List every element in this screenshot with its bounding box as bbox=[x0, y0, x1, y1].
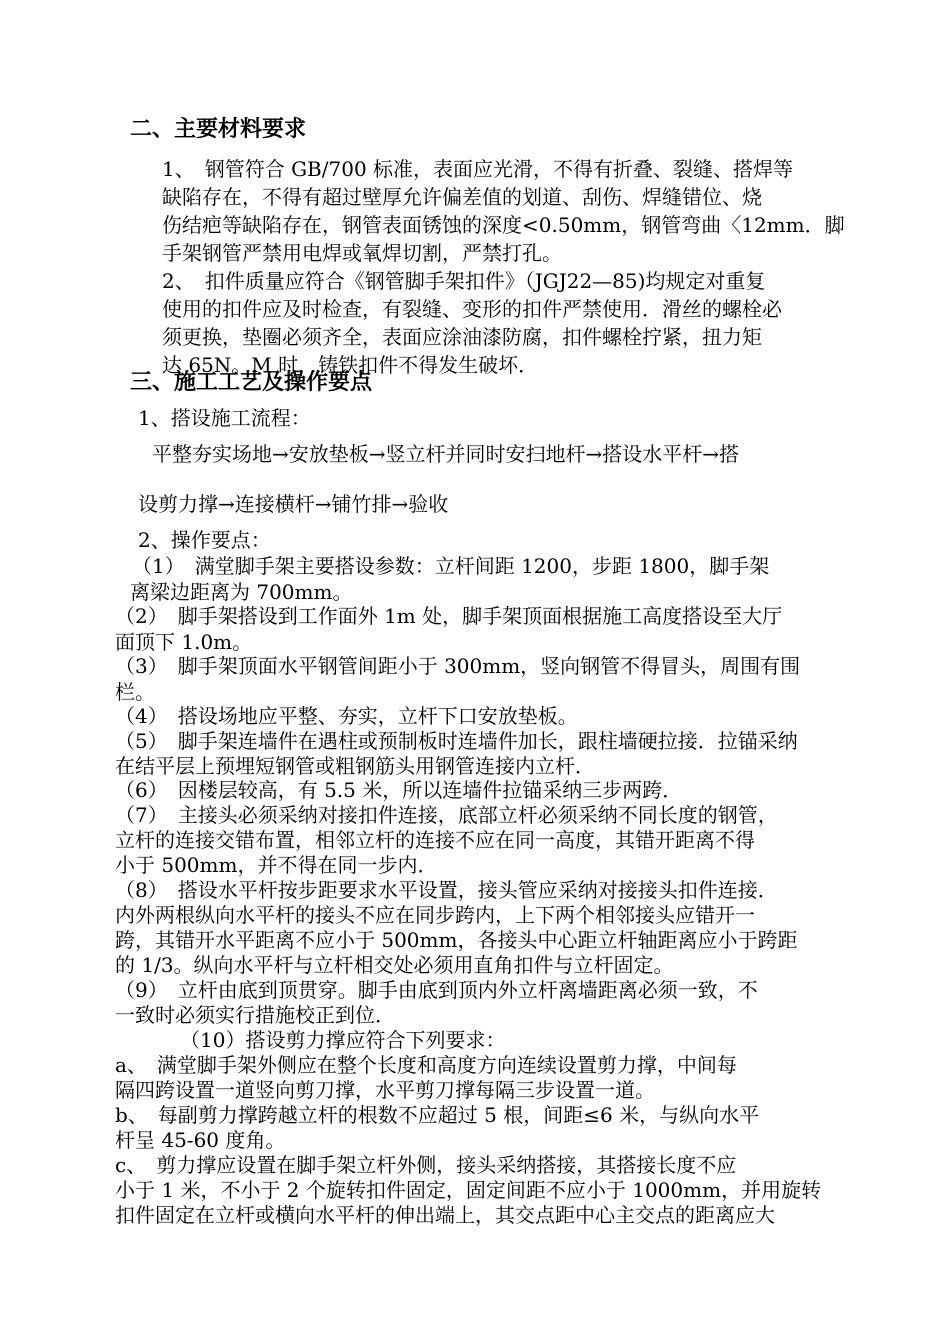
text-line: 隔四跨设置一道竖向剪刀撑，水平剪刀撑每隔三步设置一道。 bbox=[115, 1078, 655, 1102]
flow-line: 平整夯实场地→安放垫板→竖立杆并同时安扫地杆→搭设水平杆→搭 bbox=[152, 442, 740, 466]
text-line: 杆呈 45-60 度角。 bbox=[115, 1128, 286, 1152]
text-line: 的 1/3。纵向水平杆与立杆相交处必须用直角扣件与立杆固定。 bbox=[115, 953, 674, 977]
text-line: 栏。 bbox=[115, 680, 155, 704]
flow-title: 1、搭设施工流程： bbox=[138, 406, 311, 430]
text-line: 在结平层上预埋短钢管或粗钢筋头用钢管连接内立杆． bbox=[115, 754, 595, 778]
text-line: （8） 搭设水平杆按步距要求水平设置，接头管应采纳对接接头扣件连接． bbox=[115, 878, 778, 902]
text-line: 扣件固定在立杆或横向水平杆的伸出端上，其交点距中心主交点的距离应大 bbox=[115, 1203, 775, 1227]
text-line: 立杆的连接交错布置，相邻立杆的连接不应在同一高度，其错开距离不得 bbox=[115, 828, 755, 852]
text-line: 面顶下 1.0m。 bbox=[115, 630, 253, 654]
text-line: 小于 1 米，不小于 2 个旋转扣件固定，固定间距不应小于 1000mm，并用旋转 bbox=[115, 1178, 822, 1202]
flow-line: 设剪力撑→连接横杆→铺竹排→验收 bbox=[138, 492, 449, 516]
text-line: 1、 钢管符合 GB/700 标准，表面应光滑，不得有折叠、裂缝、搭焊等 bbox=[162, 157, 794, 181]
text-line: 内外两根纵向水平杆的接头不应在同步跨内，上下两个相邻接头应错开一 bbox=[115, 903, 755, 927]
text-line: 小于 500mm，并不得在同一步内． bbox=[115, 853, 438, 877]
text-line: 缺陷存在，不得有超过壁厚允许偏差值的划道、刮伤、焊缝错位、烧 bbox=[162, 185, 762, 209]
text-line: 须更换，垫圈必须齐全，表面应涂油漆防腐，扣件螺栓拧紧，扭力矩 bbox=[162, 325, 762, 349]
text-line: 手架钢管严禁用电焊或氧焊切割，严禁打孔。 bbox=[162, 241, 562, 265]
text-line: （4） 搭设场地应平整、夯实，立杆下口安放垫板。 bbox=[115, 704, 578, 728]
text-line: c、 剪力撑应设置在脚手架立杆外侧，接头采纳搭接，其搭接长度不应 bbox=[115, 1153, 737, 1177]
text-line: （6） 因楼层较高，有 5.5 米，所以连墙件拉锚采纳三步两跨． bbox=[115, 778, 683, 802]
text-line: 伤结疤等缺陷存在，钢管表面锈蚀的深度<0.50mm，钢管弯曲〈12mm．脚 bbox=[162, 213, 845, 237]
text-line: 使用的扣件应及时检查，有裂缝、变形的扣件严禁使用．滑丝的螺栓必 bbox=[162, 297, 782, 321]
text-line: 跨，其错开水平距离不应小于 500mm，各接头中心距立杆轴距离应小于跨距 bbox=[115, 928, 798, 952]
text-line: （2） 脚手架搭设到工作面外 1m 处，脚手架顶面根据施工高度搭设至大厅 bbox=[115, 604, 783, 628]
text-line: （7） 主接头必须采纳对接扣件连接，底部立杆必须采纳不同长度的钢管， bbox=[115, 803, 778, 827]
text-line: 2、 扣件质量应符合《钢管脚手架扣件》（JGJ22—85)均规定对重复 bbox=[162, 269, 766, 293]
text-line: （10）搭设剪力撑应符合下列要求： bbox=[180, 1028, 506, 1052]
text-line: （9） 立杆由底到顶贯穿。脚手由底到顶内外立杆离墙距离必须一致，不 bbox=[115, 978, 758, 1002]
section-heading-materials: 二、主要材料要求 bbox=[130, 117, 307, 142]
text-line: b、 每副剪力撑跨越立杆的根数不应超过 5 根，间距≤6 米，与纵向水平 bbox=[115, 1103, 760, 1127]
text-line: a、 满堂脚手架外侧应在整个长度和高度方向连续设置剪力撑，中间每 bbox=[115, 1053, 737, 1077]
text-line: 离梁边距离为 700mm。 bbox=[130, 580, 353, 604]
text-line: （1） 满堂脚手架主要搭设参数：立杆间距 1200，步距 1800，脚手架 bbox=[132, 554, 770, 578]
text-line: （5） 脚手架连墙件在遇柱或预制板时连墙件加长，跟柱墙硬拉接．拉锚采纳 bbox=[115, 729, 798, 753]
text-line: （3） 脚手架顶面水平钢管间距小于 300mm，竖向钢管不得冒头，周围有围 bbox=[115, 654, 801, 678]
ops-title: 2、操作要点： bbox=[138, 528, 271, 552]
section-heading-process: 三、施工工艺及操作要点 bbox=[130, 370, 373, 395]
text-line: 一致时必须实行措施校正到位． bbox=[115, 1003, 395, 1027]
text-line: 达 65N。M 时，铸铁扣件不得发生破坏． bbox=[162, 353, 539, 377]
